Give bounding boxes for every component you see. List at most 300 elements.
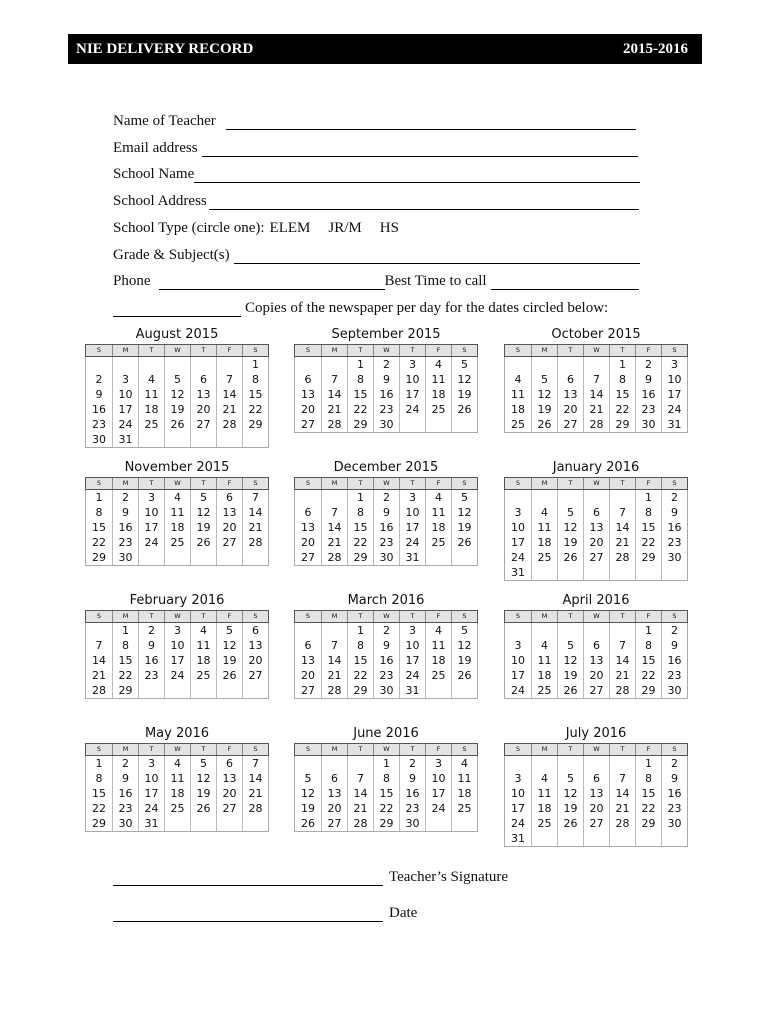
day-cell[interactable]: 28 bbox=[609, 816, 635, 831]
day-cell[interactable]: 19 bbox=[557, 535, 583, 550]
day-cell[interactable]: 20 bbox=[216, 520, 242, 535]
school-type-jrm[interactable]: JR/M bbox=[328, 220, 362, 236]
day-cell[interactable]: 27 bbox=[301, 684, 315, 697]
day-cell[interactable]: 26 bbox=[451, 402, 477, 417]
day-cell[interactable]: 13 bbox=[583, 520, 609, 535]
day-cell[interactable]: 26 bbox=[557, 683, 583, 698]
day-cell[interactable]: 23 bbox=[373, 668, 399, 683]
day-cell[interactable]: 8 bbox=[635, 505, 661, 520]
day-cell[interactable]: 8 bbox=[242, 372, 268, 387]
day-cell[interactable]: 15 bbox=[242, 387, 268, 402]
day-cell[interactable]: 16 bbox=[661, 520, 687, 535]
day-cell[interactable]: 7 bbox=[242, 756, 268, 771]
day-cell[interactable]: 8 bbox=[609, 372, 635, 387]
day-cell[interactable]: 27 bbox=[583, 816, 609, 831]
day-cell[interactable]: 8 bbox=[347, 505, 373, 520]
day-cell[interactable]: 5 bbox=[164, 372, 190, 387]
day-cell[interactable]: 28 bbox=[321, 683, 347, 698]
day-cell[interactable]: 13 bbox=[216, 771, 242, 786]
day-cell[interactable]: 5 bbox=[190, 490, 216, 505]
day-cell[interactable]: 29 bbox=[635, 683, 661, 698]
day-cell[interactable]: 27 bbox=[583, 550, 609, 565]
day-cell[interactable]: 29 bbox=[373, 816, 399, 831]
day-cell[interactable]: 31 bbox=[138, 816, 164, 831]
day-cell[interactable]: 17 bbox=[511, 669, 525, 682]
day-cell[interactable]: 5 bbox=[451, 357, 477, 372]
day-cell[interactable]: 18 bbox=[511, 403, 525, 416]
day-cell[interactable]: 4 bbox=[425, 623, 451, 638]
day-cell[interactable]: 12 bbox=[301, 787, 315, 800]
day-cell[interactable]: 28 bbox=[609, 550, 635, 565]
day-cell[interactable]: 6 bbox=[321, 771, 347, 786]
day-cell[interactable]: 23 bbox=[399, 801, 425, 816]
day-cell[interactable]: 3 bbox=[138, 490, 164, 505]
day-cell[interactable]: 24 bbox=[511, 684, 525, 697]
day-cell[interactable]: 20 bbox=[583, 535, 609, 550]
day-cell[interactable]: 22 bbox=[347, 402, 373, 417]
day-cell[interactable]: 15 bbox=[347, 653, 373, 668]
day-cell[interactable]: 15 bbox=[635, 786, 661, 801]
day-cell[interactable]: 6 bbox=[190, 372, 216, 387]
day-cell[interactable]: 2 bbox=[112, 756, 138, 771]
day-cell[interactable]: 26 bbox=[190, 535, 216, 550]
day-cell[interactable]: 12 bbox=[451, 638, 477, 653]
day-cell[interactable]: 19 bbox=[531, 402, 557, 417]
day-cell[interactable]: 19 bbox=[164, 402, 190, 417]
day-cell[interactable]: 4 bbox=[531, 638, 557, 653]
date-line[interactable] bbox=[113, 907, 383, 922]
day-cell[interactable]: 30 bbox=[373, 417, 399, 432]
day-cell[interactable]: 22 bbox=[242, 402, 268, 417]
day-cell[interactable]: 5 bbox=[557, 638, 583, 653]
grade-subject-line[interactable] bbox=[234, 249, 640, 264]
day-cell[interactable]: 6 bbox=[583, 638, 609, 653]
date-field[interactable] bbox=[113, 902, 417, 922]
day-cell[interactable]: 26 bbox=[164, 417, 190, 432]
day-cell[interactable]: 24 bbox=[138, 535, 164, 550]
school-name-line[interactable] bbox=[194, 168, 640, 183]
day-cell[interactable]: 2 bbox=[373, 357, 399, 372]
day-cell[interactable]: 28 bbox=[242, 535, 268, 550]
email-field[interactable] bbox=[113, 137, 638, 157]
day-cell[interactable]: 8 bbox=[347, 638, 373, 653]
day-cell[interactable]: 24 bbox=[425, 801, 451, 816]
day-cell[interactable]: 6 bbox=[304, 506, 312, 519]
day-cell[interactable]: 19 bbox=[190, 786, 216, 801]
teacher-signature-line[interactable] bbox=[113, 871, 383, 886]
day-cell[interactable]: 15 bbox=[347, 387, 373, 402]
day-cell[interactable]: 14 bbox=[321, 387, 347, 402]
day-cell[interactable]: 22 bbox=[347, 668, 373, 683]
day-cell[interactable]: 3 bbox=[514, 506, 522, 519]
day-cell[interactable]: 22 bbox=[635, 535, 661, 550]
day-cell[interactable]: 19 bbox=[451, 520, 477, 535]
day-cell[interactable]: 14 bbox=[347, 786, 373, 801]
day-cell[interactable]: 10 bbox=[661, 372, 687, 387]
day-cell[interactable]: 14 bbox=[242, 771, 268, 786]
day-cell[interactable]: 2 bbox=[661, 623, 687, 638]
day-cell[interactable]: 19 bbox=[557, 668, 583, 683]
day-cell[interactable]: 12 bbox=[451, 372, 477, 387]
day-cell[interactable]: 26 bbox=[216, 668, 242, 683]
day-cell[interactable]: 19 bbox=[557, 801, 583, 816]
day-cell[interactable]: 11 bbox=[531, 786, 557, 801]
day-cell[interactable]: 22 bbox=[635, 801, 661, 816]
day-cell[interactable]: 13 bbox=[242, 638, 268, 653]
day-cell[interactable]: 19 bbox=[216, 653, 242, 668]
day-cell[interactable]: 5 bbox=[216, 623, 242, 638]
day-cell[interactable]: 17 bbox=[138, 520, 164, 535]
day-cell[interactable]: 1 bbox=[95, 757, 103, 770]
day-cell[interactable]: 13 bbox=[216, 505, 242, 520]
day-cell[interactable]: 4 bbox=[138, 372, 164, 387]
day-cell[interactable]: 16 bbox=[373, 387, 399, 402]
school-name-field[interactable] bbox=[113, 163, 640, 183]
day-cell[interactable]: 6 bbox=[304, 373, 312, 386]
day-cell[interactable]: 8 bbox=[112, 638, 138, 653]
day-cell[interactable]: 14 bbox=[609, 520, 635, 535]
day-cell[interactable]: 19 bbox=[301, 802, 315, 815]
day-cell[interactable]: 1 bbox=[242, 357, 268, 372]
day-cell[interactable]: 22 bbox=[635, 668, 661, 683]
day-cell[interactable]: 18 bbox=[425, 653, 451, 668]
day-cell[interactable]: 23 bbox=[138, 668, 164, 683]
day-cell[interactable]: 10 bbox=[399, 372, 425, 387]
day-cell[interactable]: 13 bbox=[190, 387, 216, 402]
day-cell[interactable]: 6 bbox=[583, 505, 609, 520]
day-cell[interactable]: 28 bbox=[347, 816, 373, 831]
day-cell[interactable]: 30 bbox=[373, 550, 399, 565]
day-cell[interactable]: 25 bbox=[425, 535, 451, 550]
day-cell[interactable]: 21 bbox=[609, 535, 635, 550]
day-cell[interactable]: 27 bbox=[301, 551, 315, 564]
day-cell[interactable]: 21 bbox=[347, 801, 373, 816]
day-cell[interactable]: 2 bbox=[373, 623, 399, 638]
copies-field[interactable] bbox=[113, 297, 608, 317]
day-cell[interactable]: 21 bbox=[92, 669, 106, 682]
day-cell[interactable]: 18 bbox=[531, 801, 557, 816]
day-cell[interactable]: 4 bbox=[425, 490, 451, 505]
day-cell[interactable]: 12 bbox=[531, 387, 557, 402]
day-cell[interactable]: 18 bbox=[164, 786, 190, 801]
day-cell[interactable]: 17 bbox=[399, 653, 425, 668]
day-cell[interactable]: 27 bbox=[216, 535, 242, 550]
day-cell[interactable]: 3 bbox=[399, 357, 425, 372]
day-cell[interactable]: 30 bbox=[399, 816, 425, 831]
day-cell[interactable]: 12 bbox=[557, 520, 583, 535]
day-cell[interactable]: 12 bbox=[557, 786, 583, 801]
day-cell[interactable]: 10 bbox=[138, 771, 164, 786]
day-cell[interactable]: 30 bbox=[661, 816, 687, 831]
day-cell[interactable]: 7 bbox=[95, 639, 103, 652]
day-cell[interactable]: 7 bbox=[321, 638, 347, 653]
day-cell[interactable]: 1 bbox=[635, 490, 661, 505]
day-cell[interactable]: 9 bbox=[373, 505, 399, 520]
day-cell[interactable]: 26 bbox=[301, 817, 315, 830]
day-cell[interactable]: 1 bbox=[635, 623, 661, 638]
day-cell[interactable]: 4 bbox=[531, 771, 557, 786]
day-cell[interactable]: 10 bbox=[399, 638, 425, 653]
day-cell[interactable]: 15 bbox=[635, 520, 661, 535]
day-cell[interactable]: 22 bbox=[92, 536, 106, 549]
school-type-elem[interactable]: ELEM bbox=[269, 220, 311, 236]
day-cell[interactable]: 11 bbox=[425, 505, 451, 520]
day-cell[interactable]: 18 bbox=[138, 402, 164, 417]
day-cell[interactable]: 1 bbox=[95, 491, 103, 504]
day-cell[interactable]: 26 bbox=[190, 801, 216, 816]
day-cell[interactable]: 21 bbox=[321, 668, 347, 683]
day-cell[interactable]: 4 bbox=[531, 505, 557, 520]
day-cell[interactable]: 13 bbox=[583, 653, 609, 668]
day-cell[interactable]: 29 bbox=[347, 550, 373, 565]
day-cell[interactable]: 30 bbox=[92, 433, 106, 446]
day-cell[interactable]: 23 bbox=[112, 535, 138, 550]
day-cell[interactable]: 28 bbox=[216, 417, 242, 432]
day-cell[interactable]: 3 bbox=[399, 490, 425, 505]
day-cell[interactable]: 7 bbox=[216, 372, 242, 387]
day-cell[interactable]: 25 bbox=[531, 683, 557, 698]
day-cell[interactable]: 24 bbox=[399, 668, 425, 683]
day-cell[interactable]: 22 bbox=[609, 402, 635, 417]
day-cell[interactable]: 7 bbox=[609, 505, 635, 520]
day-cell[interactable]: 23 bbox=[635, 402, 661, 417]
day-cell[interactable]: 2 bbox=[95, 373, 103, 386]
day-cell[interactable]: 29 bbox=[609, 417, 635, 432]
day-cell[interactable]: 21 bbox=[609, 668, 635, 683]
day-cell[interactable]: 17 bbox=[511, 536, 525, 549]
day-cell[interactable]: 16 bbox=[399, 786, 425, 801]
day-cell[interactable]: 15 bbox=[92, 787, 106, 800]
day-cell[interactable]: 5 bbox=[451, 623, 477, 638]
day-cell[interactable]: 12 bbox=[164, 387, 190, 402]
day-cell[interactable]: 7 bbox=[321, 372, 347, 387]
day-cell[interactable]: 3 bbox=[661, 357, 687, 372]
day-cell[interactable]: 31 bbox=[661, 417, 687, 432]
day-cell[interactable]: 26 bbox=[451, 668, 477, 683]
day-cell[interactable]: 25 bbox=[190, 668, 216, 683]
school-type-hs[interactable]: HS bbox=[379, 220, 399, 236]
day-cell[interactable]: 7 bbox=[347, 771, 373, 786]
day-cell[interactable]: 22 bbox=[373, 801, 399, 816]
day-cell[interactable]: 25 bbox=[138, 417, 164, 432]
day-cell[interactable]: 28 bbox=[321, 550, 347, 565]
day-cell[interactable]: 12 bbox=[216, 638, 242, 653]
day-cell[interactable]: 27 bbox=[321, 816, 347, 831]
day-cell[interactable]: 16 bbox=[138, 653, 164, 668]
day-cell[interactable]: 25 bbox=[511, 418, 525, 431]
day-cell[interactable]: 6 bbox=[304, 639, 312, 652]
day-cell[interactable]: 18 bbox=[190, 653, 216, 668]
day-cell[interactable]: 2 bbox=[661, 756, 687, 771]
day-cell[interactable]: 21 bbox=[583, 402, 609, 417]
day-cell[interactable]: 31 bbox=[511, 566, 525, 579]
day-cell[interactable]: 23 bbox=[373, 402, 399, 417]
day-cell[interactable]: 3 bbox=[112, 372, 138, 387]
day-cell[interactable]: 12 bbox=[557, 653, 583, 668]
day-cell[interactable]: 5 bbox=[557, 505, 583, 520]
day-cell[interactable]: 24 bbox=[399, 535, 425, 550]
day-cell[interactable]: 4 bbox=[164, 756, 190, 771]
day-cell[interactable]: 6 bbox=[242, 623, 268, 638]
day-cell[interactable]: 29 bbox=[635, 816, 661, 831]
day-cell[interactable]: 21 bbox=[216, 402, 242, 417]
day-cell[interactable]: 1 bbox=[112, 623, 138, 638]
day-cell[interactable]: 13 bbox=[583, 786, 609, 801]
day-cell[interactable]: 7 bbox=[321, 505, 347, 520]
day-cell[interactable]: 3 bbox=[514, 772, 522, 785]
day-cell[interactable]: 30 bbox=[661, 683, 687, 698]
day-cell[interactable]: 20 bbox=[242, 653, 268, 668]
day-cell[interactable]: 15 bbox=[609, 387, 635, 402]
day-cell[interactable]: 9 bbox=[661, 505, 687, 520]
day-cell[interactable]: 25 bbox=[451, 801, 477, 816]
day-cell[interactable]: 30 bbox=[635, 417, 661, 432]
day-cell[interactable]: 14 bbox=[321, 653, 347, 668]
day-cell[interactable]: 27 bbox=[242, 668, 268, 683]
day-cell[interactable]: 26 bbox=[531, 417, 557, 432]
day-cell[interactable]: 14 bbox=[609, 653, 635, 668]
day-cell[interactable]: 20 bbox=[301, 536, 315, 549]
day-cell[interactable]: 2 bbox=[635, 357, 661, 372]
day-cell[interactable]: 14 bbox=[583, 387, 609, 402]
day-cell[interactable]: 13 bbox=[321, 786, 347, 801]
day-cell[interactable]: 10 bbox=[511, 521, 525, 534]
day-cell[interactable]: 29 bbox=[112, 683, 138, 698]
day-cell[interactable]: 27 bbox=[216, 801, 242, 816]
day-cell[interactable]: 20 bbox=[301, 403, 315, 416]
day-cell[interactable]: 20 bbox=[301, 669, 315, 682]
day-cell[interactable]: 31 bbox=[112, 432, 138, 447]
day-cell[interactable]: 9 bbox=[661, 638, 687, 653]
day-cell[interactable]: 6 bbox=[557, 372, 583, 387]
day-cell[interactable]: 4 bbox=[514, 373, 522, 386]
day-cell[interactable]: 25 bbox=[164, 535, 190, 550]
day-cell[interactable]: 10 bbox=[164, 638, 190, 653]
day-cell[interactable]: 10 bbox=[138, 505, 164, 520]
day-cell[interactable]: 30 bbox=[661, 550, 687, 565]
day-cell[interactable]: 7 bbox=[609, 771, 635, 786]
day-cell[interactable]: 31 bbox=[399, 550, 425, 565]
day-cell[interactable]: 20 bbox=[583, 668, 609, 683]
day-cell[interactable]: 26 bbox=[557, 816, 583, 831]
day-cell[interactable]: 30 bbox=[373, 683, 399, 698]
day-cell[interactable]: 8 bbox=[347, 372, 373, 387]
day-cell[interactable]: 23 bbox=[373, 535, 399, 550]
day-cell[interactable]: 28 bbox=[242, 801, 268, 816]
day-cell[interactable]: 20 bbox=[190, 402, 216, 417]
day-cell[interactable]: 23 bbox=[661, 801, 687, 816]
day-cell[interactable]: 3 bbox=[164, 623, 190, 638]
day-cell[interactable]: 19 bbox=[190, 520, 216, 535]
day-cell[interactable]: 18 bbox=[531, 668, 557, 683]
day-cell[interactable]: 1 bbox=[373, 756, 399, 771]
day-cell[interactable]: 25 bbox=[425, 402, 451, 417]
day-cell[interactable]: 10 bbox=[425, 771, 451, 786]
day-cell[interactable]: 27 bbox=[583, 683, 609, 698]
day-cell[interactable]: 11 bbox=[164, 771, 190, 786]
day-cell[interactable]: 8 bbox=[373, 771, 399, 786]
day-cell[interactable]: 4 bbox=[451, 756, 477, 771]
day-cell[interactable]: 14 bbox=[92, 654, 106, 667]
day-cell[interactable]: 17 bbox=[164, 653, 190, 668]
day-cell[interactable]: 25 bbox=[425, 668, 451, 683]
day-cell[interactable]: 11 bbox=[190, 638, 216, 653]
best-time-line[interactable] bbox=[491, 275, 639, 290]
day-cell[interactable]: 18 bbox=[425, 387, 451, 402]
day-cell[interactable]: 7 bbox=[609, 638, 635, 653]
day-cell[interactable]: 12 bbox=[451, 505, 477, 520]
phone-line[interactable] bbox=[159, 275, 385, 290]
teacher-name-line[interactable] bbox=[226, 115, 636, 130]
day-cell[interactable]: 16 bbox=[373, 653, 399, 668]
day-cell[interactable]: 20 bbox=[583, 801, 609, 816]
day-cell[interactable]: 6 bbox=[216, 756, 242, 771]
day-cell[interactable]: 31 bbox=[511, 832, 525, 845]
day-cell[interactable]: 1 bbox=[347, 357, 373, 372]
day-cell[interactable]: 5 bbox=[531, 372, 557, 387]
day-cell[interactable]: 29 bbox=[92, 817, 106, 830]
day-cell[interactable]: 21 bbox=[321, 402, 347, 417]
day-cell[interactable]: 24 bbox=[399, 402, 425, 417]
day-cell[interactable]: 14 bbox=[216, 387, 242, 402]
day-cell[interactable]: 10 bbox=[511, 787, 525, 800]
day-cell[interactable]: 11 bbox=[451, 771, 477, 786]
day-cell[interactable]: 28 bbox=[583, 417, 609, 432]
day-cell[interactable]: 19 bbox=[451, 387, 477, 402]
day-cell[interactable]: 23 bbox=[661, 535, 687, 550]
day-cell[interactable]: 7 bbox=[242, 490, 268, 505]
day-cell[interactable]: 29 bbox=[347, 417, 373, 432]
day-cell[interactable]: 11 bbox=[531, 653, 557, 668]
day-cell[interactable]: 1 bbox=[347, 623, 373, 638]
day-cell[interactable]: 27 bbox=[190, 417, 216, 432]
day-cell[interactable]: 28 bbox=[92, 684, 106, 697]
day-cell[interactable]: 6 bbox=[216, 490, 242, 505]
day-cell[interactable]: 8 bbox=[635, 771, 661, 786]
day-cell[interactable]: 25 bbox=[531, 550, 557, 565]
school-address-field[interactable] bbox=[113, 190, 639, 210]
day-cell[interactable]: 3 bbox=[399, 623, 425, 638]
day-cell[interactable]: 20 bbox=[321, 801, 347, 816]
day-cell[interactable]: 15 bbox=[347, 520, 373, 535]
day-cell[interactable]: 10 bbox=[399, 505, 425, 520]
day-cell[interactable]: 2 bbox=[399, 756, 425, 771]
day-cell[interactable]: 17 bbox=[425, 786, 451, 801]
day-cell[interactable]: 2 bbox=[112, 490, 138, 505]
day-cell[interactable]: 11 bbox=[511, 388, 525, 401]
day-cell[interactable]: 14 bbox=[321, 520, 347, 535]
day-cell[interactable]: 9 bbox=[373, 372, 399, 387]
day-cell[interactable]: 23 bbox=[92, 418, 106, 431]
day-cell[interactable]: 21 bbox=[321, 535, 347, 550]
day-cell[interactable]: 9 bbox=[138, 638, 164, 653]
day-cell[interactable]: 10 bbox=[511, 654, 525, 667]
day-cell[interactable]: 29 bbox=[242, 417, 268, 432]
day-cell[interactable]: 26 bbox=[451, 535, 477, 550]
day-cell[interactable]: 16 bbox=[112, 786, 138, 801]
day-cell[interactable]: 5 bbox=[557, 771, 583, 786]
day-cell[interactable]: 11 bbox=[425, 372, 451, 387]
day-cell[interactable]: 21 bbox=[609, 801, 635, 816]
day-cell[interactable]: 5 bbox=[304, 772, 312, 785]
day-cell[interactable]: 9 bbox=[95, 388, 103, 401]
day-cell[interactable]: 17 bbox=[661, 387, 687, 402]
day-cell[interactable]: 16 bbox=[112, 520, 138, 535]
day-cell[interactable]: 22 bbox=[347, 535, 373, 550]
day-cell[interactable]: 14 bbox=[609, 786, 635, 801]
day-cell[interactable]: 16 bbox=[635, 387, 661, 402]
day-cell[interactable]: 9 bbox=[112, 771, 138, 786]
